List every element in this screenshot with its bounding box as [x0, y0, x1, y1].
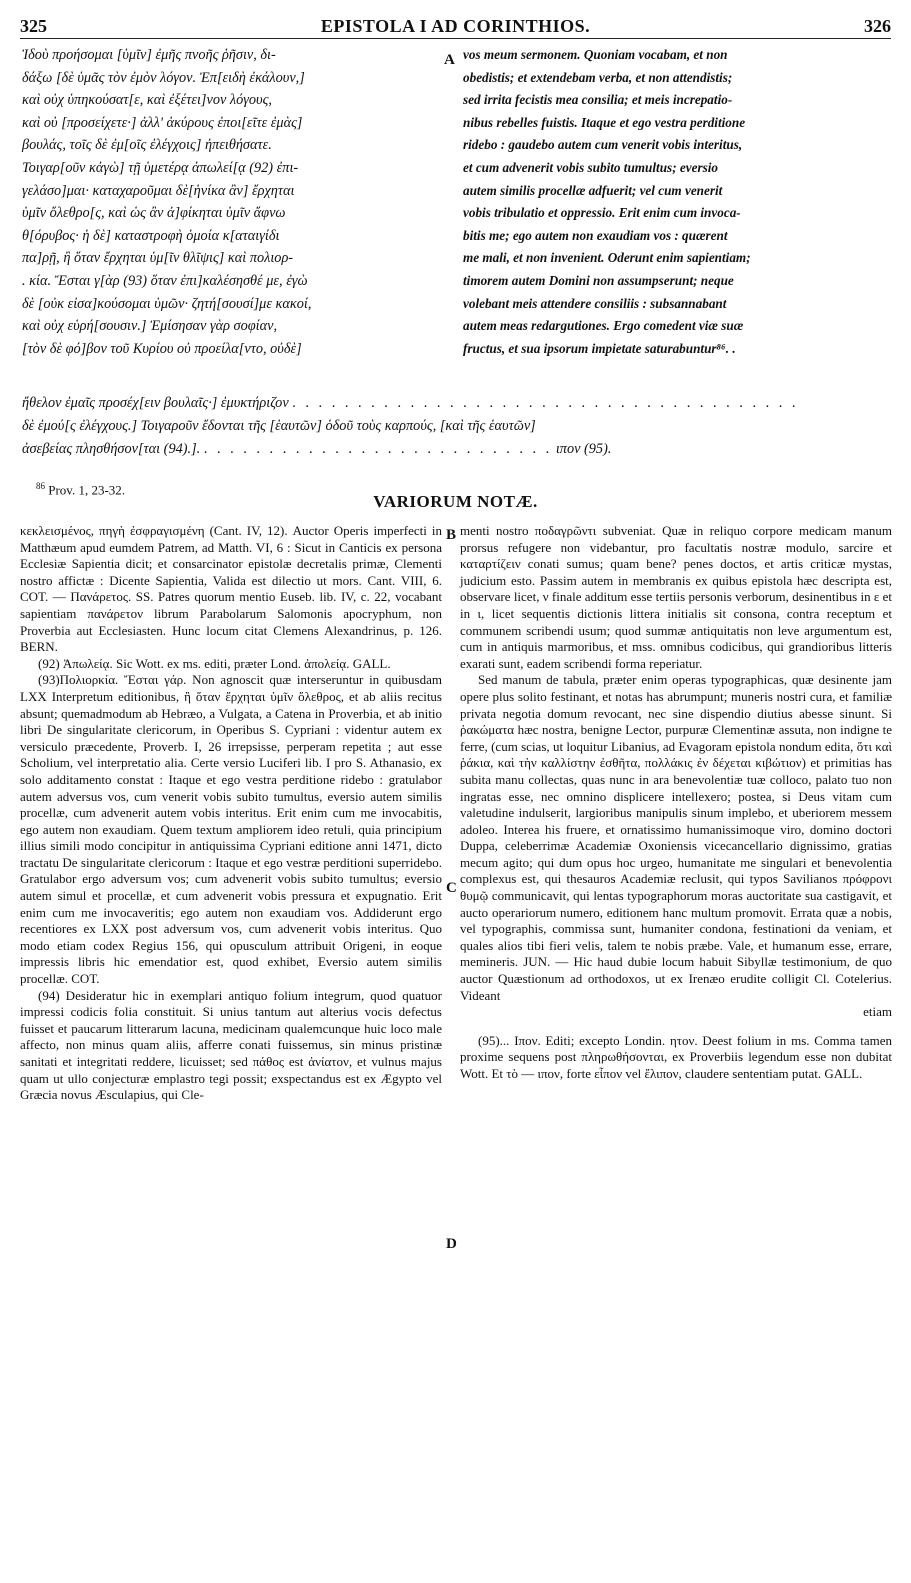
- latin-line: ridebo : gaudebo autem cum venerit vobis interitus,: [463, 137, 743, 153]
- note-separator: [460, 1021, 892, 1033]
- reference-text: Prov. 1, 23-32.: [48, 482, 126, 498]
- margin-letter-c: C: [446, 880, 457, 896]
- greek-line: καὶ οὐ [προσείχετε·] ἀλλ' ἀκύρους ἐποι[εῖτε ἐμὰς]: [22, 114, 303, 131]
- margin-letter-d: D: [446, 1236, 457, 1252]
- note-paragraph: κεκλεισμένος, πηγὴ ἐσφραγισμένη (Cant. IV, 12). Auctor Operis imperfecti in Matthæum apud eumdem Patrem, ad Matth. VI, 6 : Sicut in Canticis ex persona Ecclesiæ Sapientia dicit; et consarcinator epistolæ decretalis primæ, Clementi nostro affictæ : Dicente Sapientia, Valida est dilectio ut mors. Cant. VIII, 6. COT. — Πανάρετος. SS. Patres quorum mentio Euseb. lib. IV, c. 22, vocabant sapientiam πανάρετον librum Parabolarum Salomonis apocryphum, non Proverbia aut Ecclesiasten. Hunc locum citat Clemens Alexandrinus, p. 126. BERN.: [20, 523, 442, 655]
- catchword: etiam: [863, 1004, 892, 1020]
- margin-letter-b: B: [446, 527, 457, 543]
- latin-line: et cum advenerit vobis subito tumultus; eversio: [463, 159, 718, 175]
- note-paragraph: (93)Πολιορκία. Ἔσται γάρ. Non agnoscit quæ interseruntur in quibusdam LXX Interpretum editionibus, ἢ ὅταν ἔρχηται ὑμῖν ὄλεθρος, et ab aliis recitus absunt; quemadmodum ab Hebræo, a Vulgata, a Catena in Proverbia, et ab initio libri De singularitate clericorum, in Operibus S. Cypriani : videntur autem ex versiculo præcedente, Proverb. I, 26 irrepsisse, perperam repetita ; aut esse Scholium, vel interpretatio alia. Certe versio Luciferi lib. I pro S. Athanasio, ex solo additamento constat : Itaque et ego vestra perditione ridebo : gratulabor autem adversus vos, cum venerit vobis subito tumultus, eversio autem similis procellæ, cum advenerit autem vobis interitus. Erit enim cum me invocabitis, ego autem non exaudiam. Quem textum ampliorem ideo retuli, quia principium illius simili modo concipitur in antiquissima Cypriani editione anni 1471, dicto tractatu De singularitate clericorum : Itaque et ego vestræ perditioni superridebo. Gratulabor ergo adversum vos; cum advenerit vobis subito tumultus; eversio autem simul et procellæ, et cum advenerit vobis pressura et expugnatio. Erit enim cum me invocaveritis; ego autem non exaudiam vos. Addiderunt ergo recentiores ex LXX post adversum vos, cum advenerit vobis interitus. Quo modo etiam codex Regius 156, qui opusculum attribuit Origeni, in eoque impressis libris hic emendatior est, quod exhibet, Eversio autem similis procellæ. COT.: [20, 672, 442, 987]
- latin-line: fructus, et sua ipsorum impietate saturabuntur⁸⁶. .: [463, 340, 736, 356]
- latin-line: autem meas redargutiones. Ergo comedent viæ suæ: [463, 318, 744, 334]
- note-paragraph: Sed manum de tabula, præter enim operas typographicas, quæ desinente jam opere plus solito festinant, et notas has abrumpunt; muneris nostri cura, et familiæ privata negotia domum revocant, nec sine dispendio diutius abesse sinunt. Si ῥακώματα hæc nostra, benigne Lector, purpuræ Clementinæ assuta, non indigne te ferre, (cum scias, ut loquitur Libanius, ad Evagoram epistola nondum edita, ὅτι καὶ ῥάκια, καὶ τὴν καλλίστην ἐσθῆτα, πολλάκις ἐν δέχεται κιβώτιον) et primitias has subita manu collectas, quas nunc in ara benevolentiæ tuæ colloco, palato tuo non ingratas esse, nec omnino displicere intellexero; postea, si Deus vitam cum valetudine indulserit, largioribus manipulis sinum implebo, et uberiorem messem adoleo. Interea his fruere, et ornatissimo humanissimoque viro, domino doctori Duppa, celeberrimæ Academiæ Oxoniensis vicecancellario dignissimo, gratias mecum agito; qui dum opus hoc urgeo, humanitate me singulari et benevolentia complexus est, qui thesauros Academiæ reclusit, qui typos Savilianos πρόφρονι θυμῷ communicavit, qui lentas typographorum moras auctoritate sua castigavit, et aucto operariorum numero, editionem hanc multum promovit. Errata quæ a nobis, vel typographis, commissa sunt, humaniter condona, festinationi da veniam, et quales alios tibi fieri velis, talem te nobis præbe. Vale, et humanum esse, errare, memineris. JUN. — Hic haud dubie locum habuit Sibyllæ testimonium, de quo auctor Quæstionum ad orthodoxos, ut ex Irenæo erudite colligit Cl. Cotelerius. Videant: [460, 672, 892, 1003]
- greek-line: Ἰδοὺ προήσομαι [ὑμῖν] ἐμῆς πνοῆς ῥῆσιν, δι-: [22, 47, 276, 63]
- running-header: [20, 16, 891, 39]
- page-number-right: 326: [864, 16, 891, 36]
- note-paragraph: (95)... Ιπον. Editi; excepto Londin. ητον. Deest folium in ms. Comma tamen proxime sequens post πληρωθήσονται, ex Proverbiis legendum esse non dubitat Wott. Et τὸ — ιπον, forte εἶπον vel ἔλιπον, claudere sententiam putat. GALL.: [460, 1032, 892, 1081]
- ellipsis-dots: . . . . . . . . . . . . . . . . . . . . . . . . . . . . . . . . . . . . . . .: [292, 395, 799, 411]
- greek-full-line-text: ιπον (95).: [555, 441, 612, 457]
- latin-line: vos meum sermonem. Quoniam vocabam, et non: [463, 47, 728, 62]
- latin-line: autem similis procellæ adfuerit; vel cum venerit: [463, 182, 723, 198]
- greek-line: ὑμῖν ὄλεθρο[ς, καὶ ὡς ἂν ἀ]φίκηται ὑμῖν ἄφνω: [22, 205, 286, 222]
- reference-number: 86: [36, 481, 45, 491]
- ellipsis-dots: . . . . . . . . . . . . . . . . . . . . . . . . . . .: [203, 441, 553, 457]
- latin-line: volebant meis attendere consiliis : subsannabant: [463, 295, 727, 311]
- greek-full-line: δὲ ἐμού[ς ἐλέγχους.] Τοιγαροῦν ἔδονται τῆς [ἑαυτῶν] ὁδοῦ τοὺς καρπούς, [καὶ τῆς ἑαυτῶν]: [22, 418, 536, 434]
- page-number-left: 325: [20, 16, 47, 36]
- greek-text-column: [22, 44, 442, 360]
- note-paragraph: (92) Ἀπωλείᾳ. Sic Wott. ex ms. editi, præter Lond. ἀπολείᾳ. GALL.: [38, 655, 391, 671]
- greek-line: . κία. Ἔσται γ[ὰρ (93) ὅταν ἐπι]καλέσησθέ με, ἐγὼ: [22, 272, 308, 289]
- note-paragraph: (94) Desideratur hic in exemplari antiquo folium integrum, quod quatuor impressi codicis folia constituit. Si unius tantum aut alterius vocis defectus fuisset et paucarum litterarum lacuna, medicinam qualemcunque huic loco male affecto, non minus quam aliis, afferre conati fuissemus, sin minus pristinæ sanitati et integritati reddere, licuisset; sed πάθος est ἀνίατον, et vulnus majus quam ut ullo conjecturæ emplastro tegi possit; exspectandus est ex Ægypto vel Græcia novus Æsculapius, qui Cle-: [20, 987, 442, 1103]
- latin-line: vobis tribulatio et oppressio. Erit enim cum invoca-: [463, 205, 741, 221]
- greek-full-line: [22, 392, 892, 415]
- running-title: EPISTOLA I AD CORINTHIOS.: [320, 16, 591, 36]
- greek-line: καὶ οὐχ εὑρή[σουσιν.] Ἐμίσησαν γὰρ σοφίαν,: [22, 318, 278, 335]
- latin-line: timorem autem Domini non assumpserunt; neque: [463, 272, 734, 288]
- latin-text-column: [463, 44, 891, 360]
- greek-line: [τὸν δὲ φό]βον τοῦ Κυρίου οὐ προείλα[ντο, οὐδὲ]: [22, 340, 302, 357]
- latin-line: nibus rebelles fuistis. Itaque et ego vestra perditione: [463, 114, 746, 130]
- greek-line: καὶ οὐχ ὑπηκούσατ[ε, καὶ ἐξέτει]νον λόγους,: [22, 92, 272, 109]
- greek-full-line-text: ἤθελον ἐμαῖς προσέχ[ειν βουλαῖς·] ἐμυκτήριζον: [22, 395, 289, 411]
- greek-line: δάξω [δὲ ὑμᾶς τὸν ἐμὸν λόγον. Ἐπ[ειδὴ ἐκάλουν,]: [22, 69, 305, 86]
- greek-line: Τοιγαρ[οῦν κἀγὼ] τῇ ὑμετέρᾳ ἀπωλεί[ᾳ (92) ἐπι-: [22, 159, 299, 176]
- greek-full-line-text: ἀσεβείας πλησθήσον[ται (94).].: [22, 441, 201, 457]
- notes-right-column: [460, 523, 892, 1083]
- latin-line: obedistis; et extendebam verba, et non attendistis;: [463, 69, 733, 85]
- greek-line: θ[όρυβος· ἡ δὲ] καταστροφὴ ὁμοία κ[αταιγίδι: [22, 227, 280, 244]
- greek-line: βουλάς, τοῖς δὲ ἐμ[οῖς ἐλέγχοις] ἠπειθήσατε.: [22, 137, 272, 154]
- latin-line: me mali, et non invenient. Oderunt enim sapientiam;: [463, 250, 751, 266]
- greek-full-line: [22, 438, 892, 461]
- notes-heading: VARIORUM NOTÆ.: [373, 492, 538, 511]
- greek-line: δὲ [οὐκ εἰσα]κούσομαι ὑμῶν· ζητή[σουσί]με κακοί,: [22, 295, 312, 312]
- greek-line: πα]ρῇ, ἢ ὅταν ἔρχηται ὑμ[ῖν θλῖψις] καὶ πολιορ-: [22, 250, 294, 267]
- notes-left-column: [20, 523, 442, 1104]
- latin-line: sed irrita fecistis mea consilia; et meis increpatio-: [463, 92, 733, 108]
- margin-letter-a: A: [444, 52, 455, 68]
- note-paragraph: menti nostro ποδαγρῶντι subveniat. Quæ in reliquo corpore medicam manum prorsus refugere non videbantur, pro facultatis nostræ modulo, sarcire et καταρτίζειν conati sumus; quam bene? penes doctos, et artis criticæ mystas, judicium esto. Passim autem in membranis ex quibus epistola hæc descripta est, observare licet, ν finale additum esse tertiis personis verborum, desinentibus in ε et in ι, licet sequentis dictionis littera initialis sit consona, contra receptum et communem scribendi usum; quod summæ antiquitatis non leve argumentum est, cum in antiquis marmoribus, et mss. omnibus codicibus, qui grandioribus litteris exarati sunt, eadem scribendi forma reperiatur.: [460, 523, 892, 671]
- latin-line: bitis me; ego autem non exaudiam vos : quærent: [463, 227, 728, 243]
- greek-line: γελάσο]μαι· καταχαροῦμαι δὲ[ἡνίκα ἂν] ἔρχηται: [22, 182, 295, 199]
